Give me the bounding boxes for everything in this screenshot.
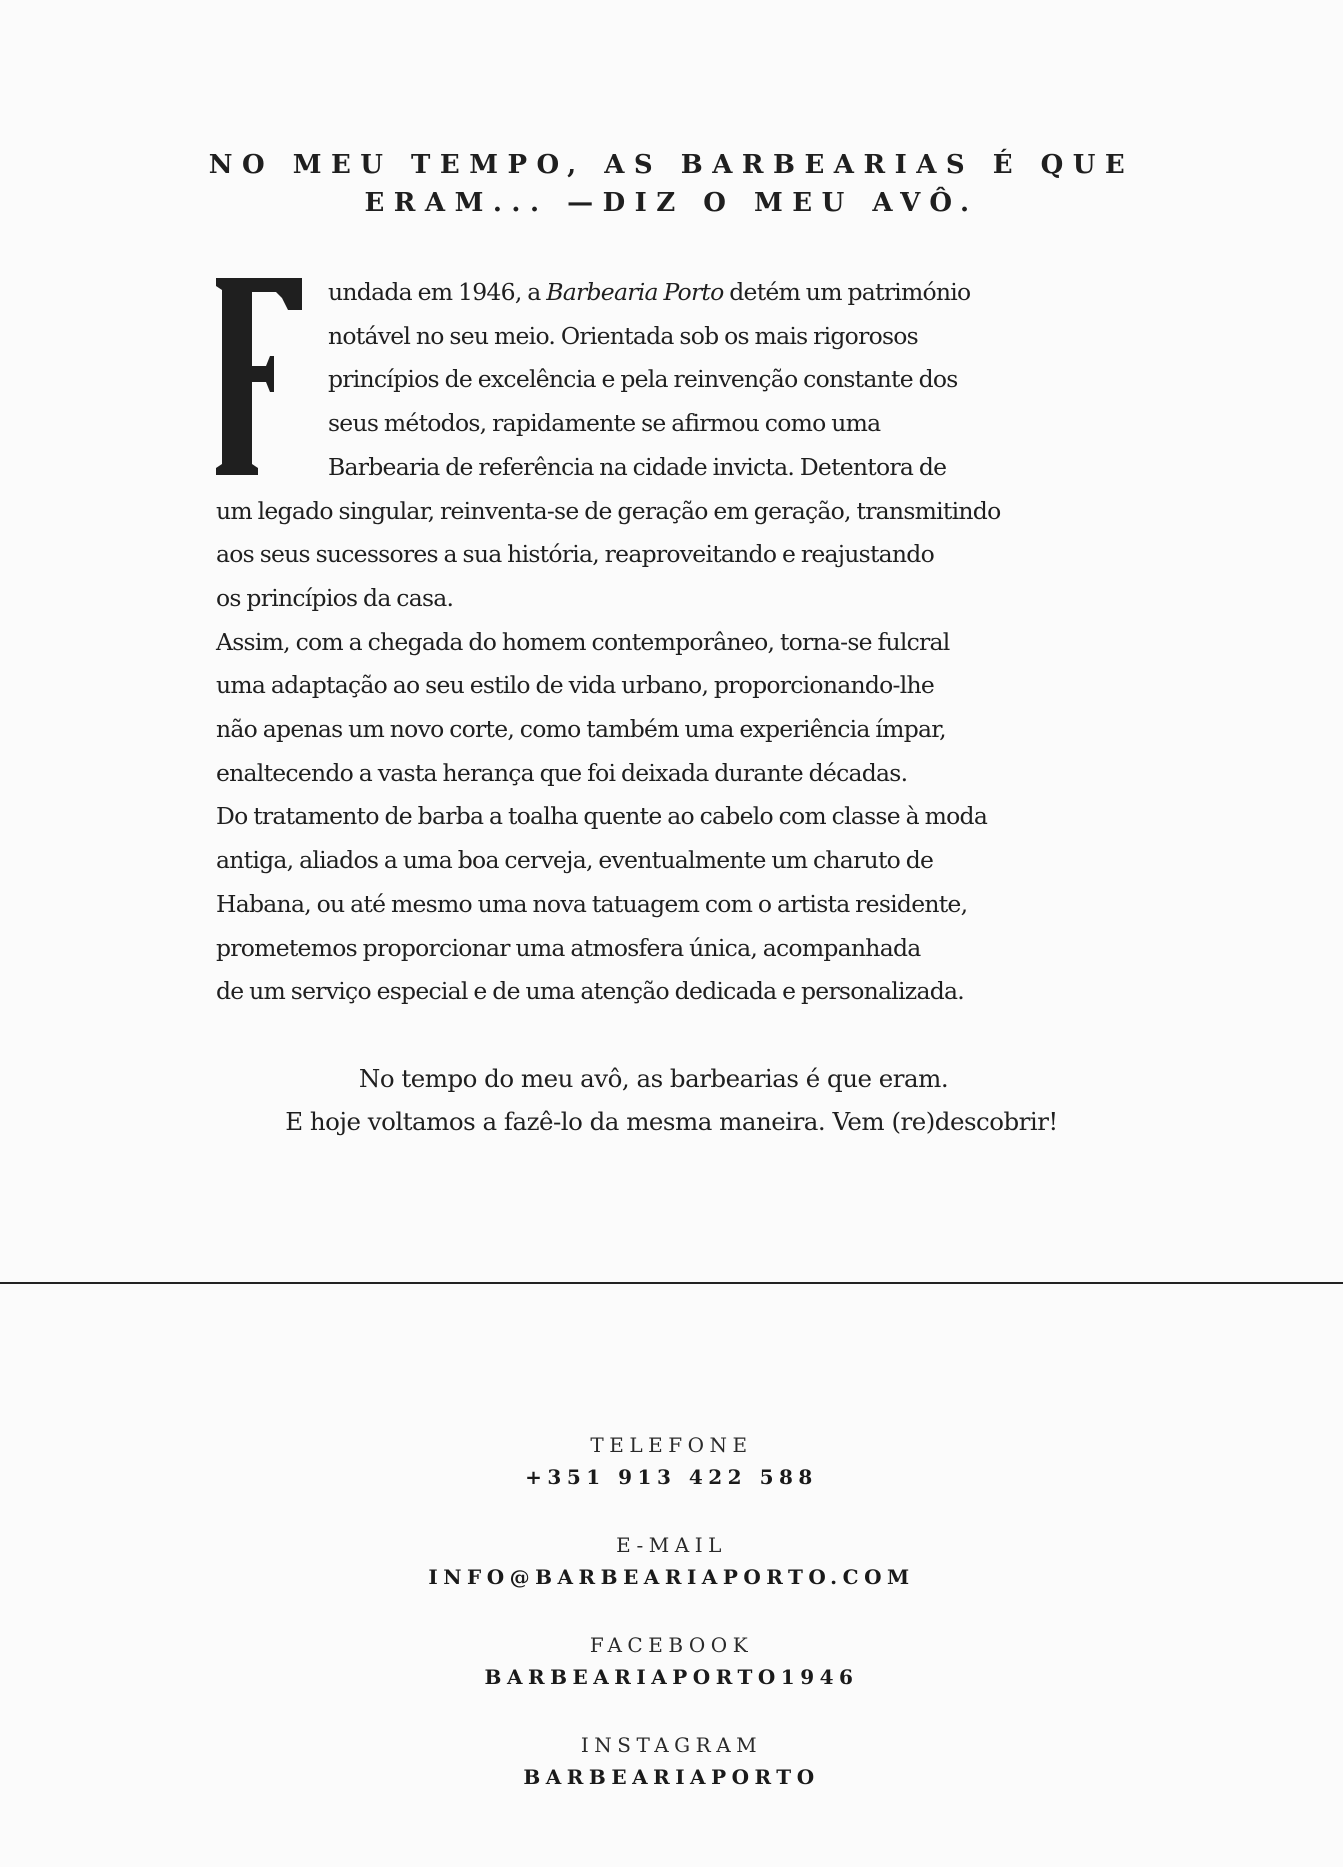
- paragraph-1-line-1: undada em 1946, a Barbearia Porto detém um património: [328, 278, 971, 306]
- closing-line-1: No tempo do meu avô, as barbearias é que eram.: [358, 1064, 949, 1093]
- paragraph-1-line-4: seus métodos, rapidamente se afirmou como uma: [328, 409, 881, 438]
- paragraph-1-line-2: notável no seu meio. Orientada sob os mais rigorosos: [328, 321, 918, 350]
- paragraph-2: [216, 621, 1146, 796]
- contact-label: E-MAIL: [616, 1533, 727, 1557]
- closing-line-2: E hoje voltamos a fazê-lo da mesma maneira. Vem (re)descobrir!: [285, 1107, 1058, 1136]
- paragraph-1-line-5: Barbearia de referência na cidade invicta. Detentora de: [328, 452, 947, 481]
- facebook-link[interactable]: BARBEARIAPORTO1946: [484, 1665, 859, 1689]
- closing-statement: [0, 1057, 1343, 1143]
- paragraph-1: [216, 271, 1146, 621]
- article-body: [216, 271, 1146, 1014]
- paragraph-3-line: de um serviço especial e de uma atenção dedicada e personalizada.: [216, 977, 964, 1006]
- paragraph-3-line: prometemos proporcionar uma atmosfera única, acompanhada: [216, 933, 921, 962]
- contact-instagram: [0, 1730, 1343, 1830]
- headline: [0, 146, 1343, 222]
- paragraph-1-line-3: princípios de excelência e pela reinvenção constante dos: [328, 365, 958, 394]
- headline-line-2: ERAM... —DIZ O MEU AVÔ.: [364, 188, 979, 218]
- phone-number-link[interactable]: +351 913 422 588: [525, 1465, 818, 1489]
- drop-cap-f: [216, 278, 302, 475]
- contact-label: FACEBOOK: [589, 1633, 754, 1657]
- email-link[interactable]: INFO@BARBEARIAPORTO.COM: [428, 1565, 915, 1589]
- paragraph-3-line: Do tratamento de barba a toalha quente ao cabelo com classe à moda: [216, 802, 988, 831]
- headline-line-1: NO MEU TEMPO, AS BARBEARIAS É QUE: [208, 150, 1135, 180]
- paragraph-3: [216, 795, 1146, 1014]
- paragraph-2-line: Assim, com a chegada do homem contemporâneo, torna-se fulcral: [216, 627, 950, 656]
- paragraph-2-line: enaltecendo a vasta herança que foi deixada durante décadas.: [216, 758, 908, 787]
- instagram-link[interactable]: BARBEARIAPORTO: [523, 1765, 820, 1789]
- paragraph-3-line: antiga, aliados a uma boa cerveja, eventualmente um charuto de: [216, 846, 934, 875]
- brand-name: Barbearia Porto: [546, 278, 724, 306]
- paragraph-1-line-7: aos seus sucessores a sua história, reaproveitando e reajustando: [216, 540, 934, 569]
- paragraph-1-line-6: um legado singular, reinventa-se de geração em geração, transmitindo: [216, 496, 1001, 525]
- contact-label: INSTAGRAM: [580, 1733, 763, 1757]
- paragraph-2-line: não apenas um novo corte, como também uma experiência ímpar,: [216, 715, 946, 744]
- contact-phone: [0, 1430, 1343, 1530]
- paragraph-1-line-8: os princípios da casa.: [216, 583, 454, 612]
- paragraph-3-line: Habana, ou até mesmo uma nova tatuagem com o artista residente,: [216, 889, 968, 918]
- contact-label: TELEFONE: [590, 1433, 753, 1457]
- paragraph-2-line: uma adaptação ao seu estilo de vida urbano, proporcionando-lhe: [216, 671, 935, 700]
- contact-facebook: [0, 1630, 1343, 1730]
- section-divider: [0, 1282, 1343, 1284]
- contact-email: [0, 1530, 1343, 1630]
- contact-list: [0, 1430, 1343, 1830]
